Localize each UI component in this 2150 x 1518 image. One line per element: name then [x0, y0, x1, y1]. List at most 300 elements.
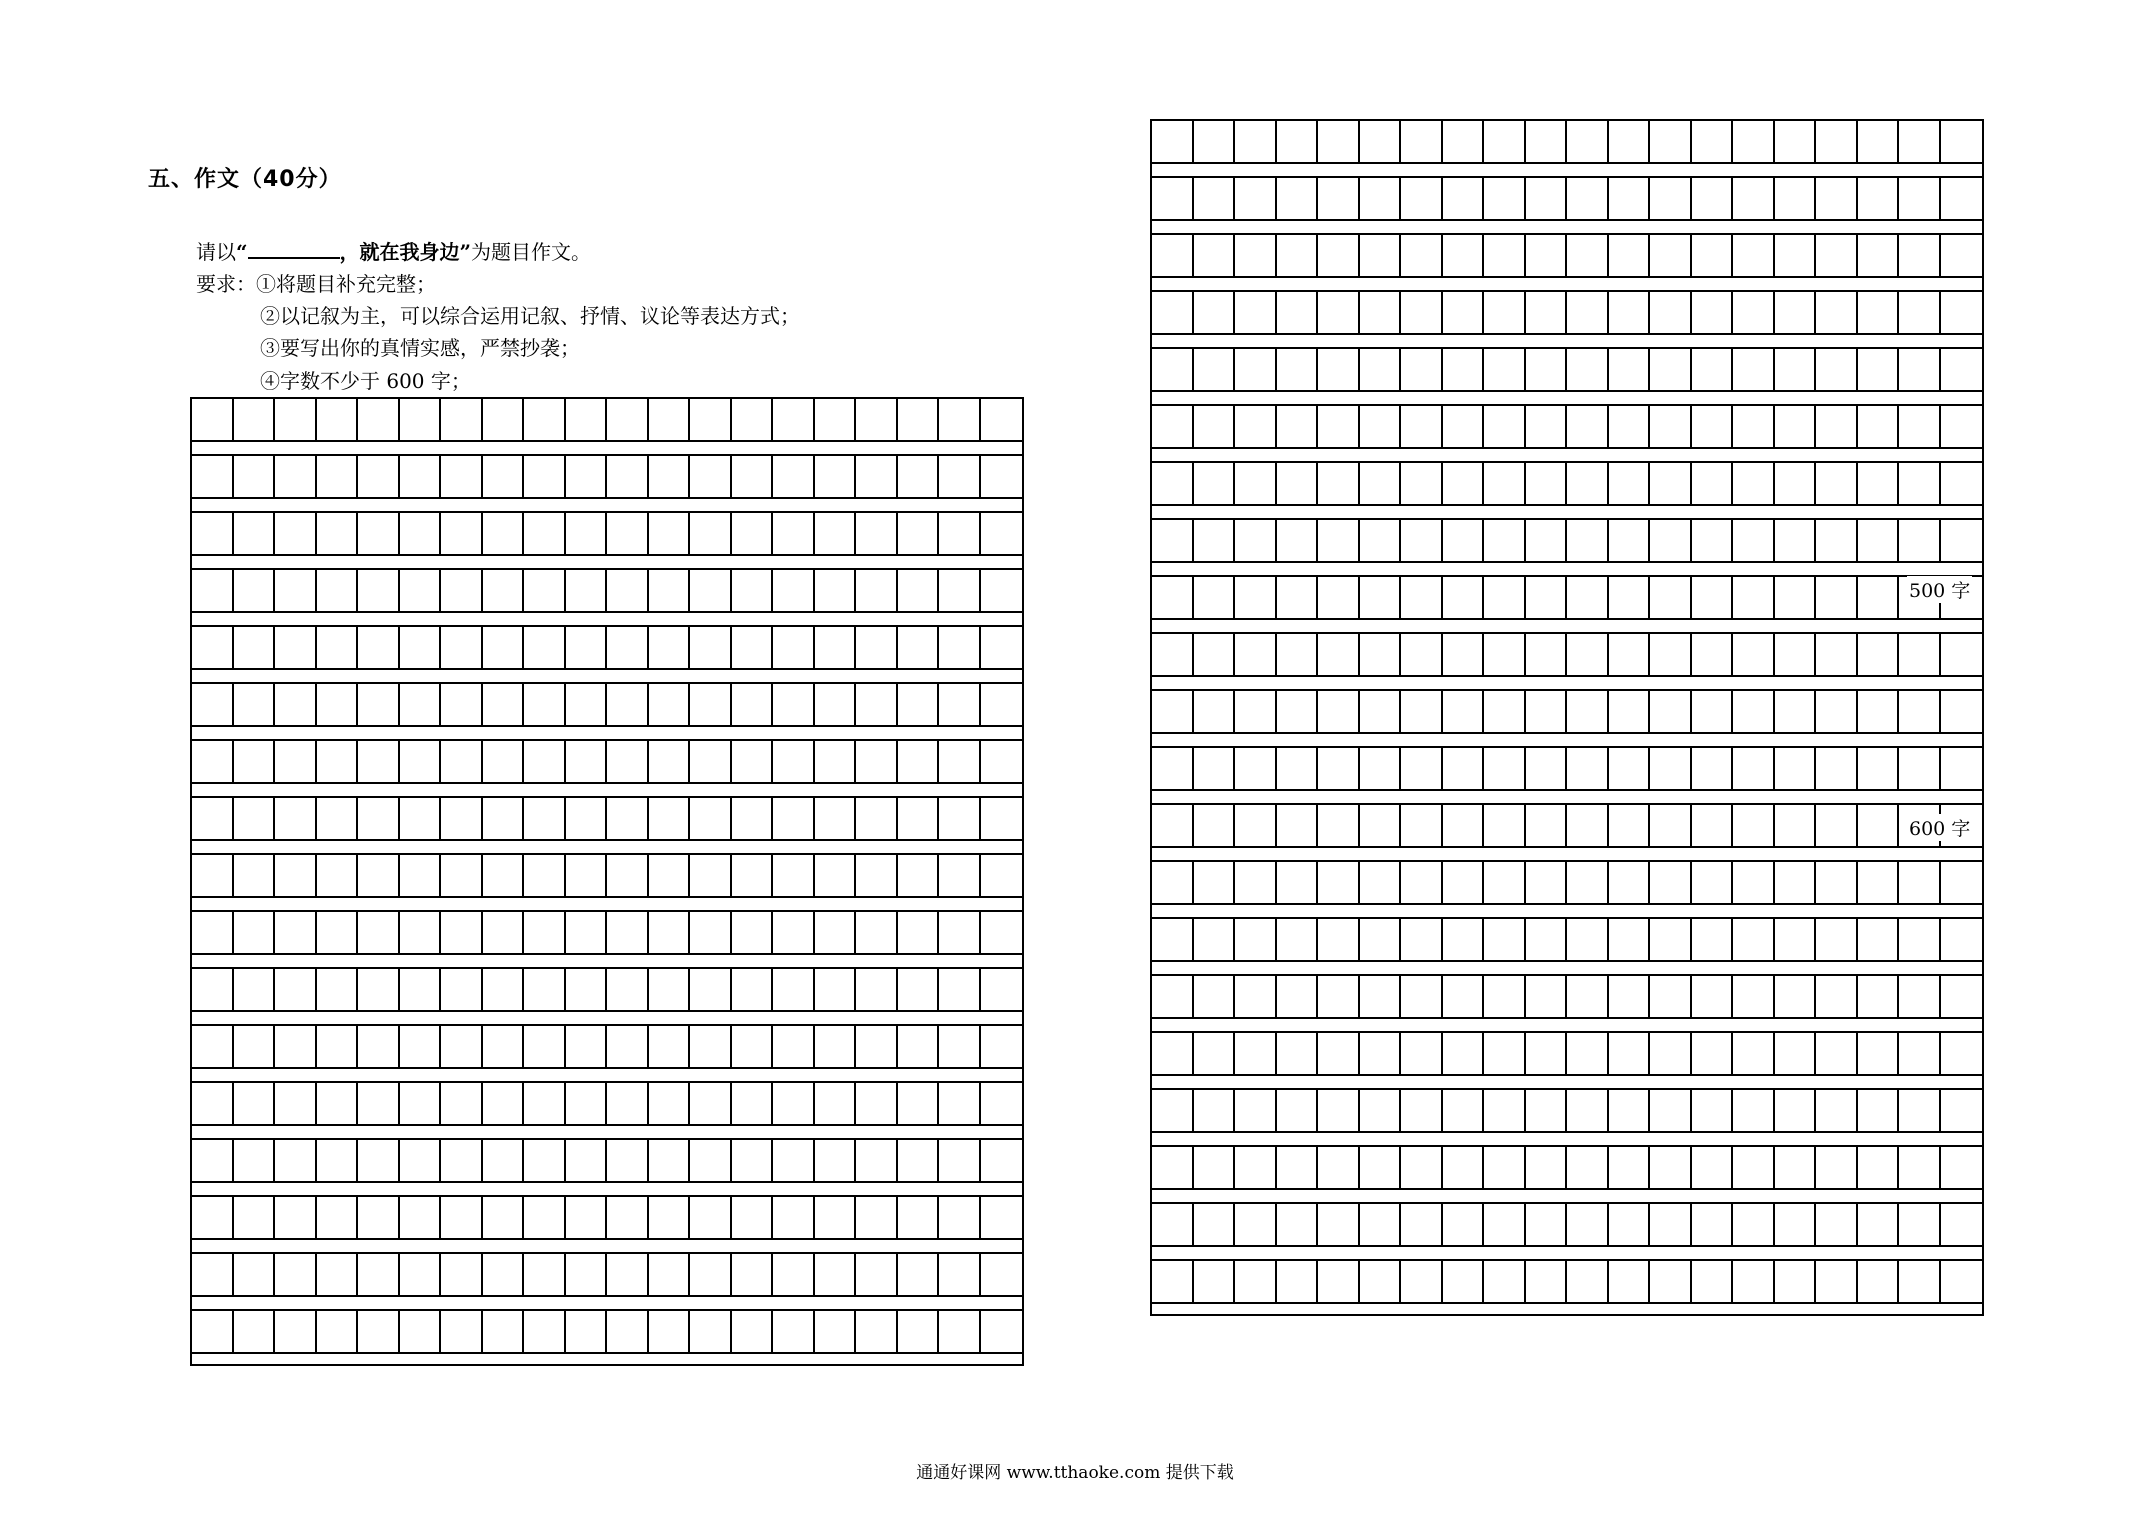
grid-cell[interactable] — [317, 855, 359, 896]
grid-cell[interactable] — [649, 399, 691, 440]
grid-cell[interactable] — [815, 1311, 857, 1352]
grid-cell[interactable] — [607, 513, 649, 554]
grid-cell[interactable] — [192, 1197, 234, 1238]
grid-cell[interactable] — [773, 1311, 815, 1352]
grid-cell[interactable] — [1484, 178, 1526, 219]
grid-cell[interactable] — [234, 741, 276, 782]
grid-cell[interactable] — [275, 855, 317, 896]
grid-cell[interactable] — [317, 399, 359, 440]
grid-cell[interactable] — [1277, 748, 1319, 789]
grid-cell[interactable] — [856, 798, 898, 839]
grid-cell[interactable] — [1484, 634, 1526, 675]
grid-cell[interactable] — [1484, 1147, 1526, 1188]
grid-cell[interactable] — [234, 1254, 276, 1295]
grid-cell[interactable] — [1526, 577, 1568, 618]
grid-cell[interactable] — [981, 570, 1023, 611]
grid-cell[interactable] — [275, 570, 317, 611]
grid-cell[interactable] — [441, 684, 483, 725]
grid-cell[interactable] — [649, 570, 691, 611]
grid-cell[interactable] — [234, 969, 276, 1010]
grid-cell[interactable] — [1401, 1090, 1443, 1131]
grid-cell[interactable] — [1692, 178, 1734, 219]
grid-cell[interactable] — [1152, 235, 1194, 276]
grid-cell[interactable] — [690, 1197, 732, 1238]
grid-cell[interactable] — [1318, 976, 1360, 1017]
grid-cell[interactable] — [1941, 1261, 1983, 1302]
grid-cell[interactable] — [1152, 748, 1194, 789]
grid-cell[interactable] — [358, 627, 400, 668]
grid-cell[interactable] — [1194, 292, 1236, 333]
grid-cell[interactable] — [1318, 805, 1360, 846]
grid-cell[interactable] — [1692, 748, 1734, 789]
grid-cell[interactable] — [898, 855, 940, 896]
grid-cell[interactable] — [1318, 577, 1360, 618]
grid-cell[interactable] — [400, 456, 442, 497]
grid-cell[interactable] — [317, 456, 359, 497]
grid-cell[interactable] — [815, 399, 857, 440]
grid-cell[interactable] — [1692, 349, 1734, 390]
grid-cell[interactable] — [1277, 1204, 1319, 1245]
grid-cell[interactable] — [1733, 634, 1775, 675]
grid-cell[interactable] — [939, 1140, 981, 1181]
grid-cell[interactable] — [1152, 178, 1194, 219]
grid-cell[interactable] — [441, 513, 483, 554]
grid-cell[interactable] — [1443, 1204, 1485, 1245]
grid-cell[interactable] — [1650, 1204, 1692, 1245]
grid-cell[interactable] — [1318, 1090, 1360, 1131]
grid-cell[interactable] — [234, 570, 276, 611]
grid-cell[interactable] — [192, 798, 234, 839]
grid-cell[interactable] — [773, 1083, 815, 1124]
grid-cell[interactable] — [192, 1254, 234, 1295]
grid-cell[interactable] — [524, 969, 566, 1010]
grid-cell[interactable] — [1899, 349, 1941, 390]
grid-cell[interactable] — [1277, 235, 1319, 276]
grid-cell[interactable] — [732, 1254, 774, 1295]
grid-cell[interactable] — [1816, 748, 1858, 789]
grid-cell[interactable] — [1235, 691, 1277, 732]
grid-cell[interactable] — [1567, 235, 1609, 276]
grid-cell[interactable] — [1858, 520, 1900, 561]
grid-cell[interactable] — [1775, 121, 1817, 162]
grid-cell[interactable] — [1941, 691, 1983, 732]
grid-cell[interactable] — [524, 684, 566, 725]
grid-cell[interactable] — [317, 684, 359, 725]
grid-cell[interactable] — [1567, 406, 1609, 447]
grid-cell[interactable] — [1692, 235, 1734, 276]
grid-cell[interactable] — [981, 456, 1023, 497]
grid-cell[interactable] — [1609, 805, 1651, 846]
grid-cell[interactable] — [1567, 805, 1609, 846]
grid-cell[interactable] — [1401, 748, 1443, 789]
grid-cell[interactable] — [1858, 691, 1900, 732]
grid-cell[interactable] — [1733, 1147, 1775, 1188]
grid-cell[interactable] — [1941, 406, 1983, 447]
grid-cell[interactable] — [483, 1311, 525, 1352]
grid-cell[interactable] — [690, 798, 732, 839]
grid-cell[interactable] — [607, 627, 649, 668]
grid-cell[interactable] — [856, 855, 898, 896]
grid-cell[interactable] — [317, 1140, 359, 1181]
grid-cell[interactable] — [1194, 691, 1236, 732]
grid-cell[interactable] — [400, 1197, 442, 1238]
grid-cell[interactable] — [1650, 1147, 1692, 1188]
grid-cell[interactable] — [1526, 691, 1568, 732]
grid-cell[interactable] — [1609, 178, 1651, 219]
grid-cell[interactable] — [690, 1311, 732, 1352]
grid-cell[interactable] — [1609, 634, 1651, 675]
grid-cell[interactable] — [1277, 520, 1319, 561]
grid-cell[interactable] — [1194, 1090, 1236, 1131]
grid-cell[interactable] — [898, 684, 940, 725]
grid-cell[interactable] — [1816, 805, 1858, 846]
grid-cell[interactable] — [1152, 520, 1194, 561]
grid-cell[interactable] — [1277, 577, 1319, 618]
grid-cell[interactable] — [566, 912, 608, 953]
grid-cell[interactable] — [1443, 577, 1485, 618]
grid-cell[interactable] — [317, 1254, 359, 1295]
grid-cell[interactable] — [441, 1197, 483, 1238]
grid-cell[interactable] — [1318, 862, 1360, 903]
grid-cell[interactable] — [773, 1254, 815, 1295]
grid-cell[interactable] — [1609, 520, 1651, 561]
grid-cell[interactable] — [1733, 976, 1775, 1017]
grid-cell[interactable] — [192, 570, 234, 611]
grid-cell[interactable] — [1318, 691, 1360, 732]
grid-cell[interactable] — [1816, 463, 1858, 504]
grid-cell[interactable] — [1816, 121, 1858, 162]
grid-cell[interactable] — [1194, 919, 1236, 960]
grid-cell[interactable] — [441, 1254, 483, 1295]
grid-cell[interactable] — [1277, 1147, 1319, 1188]
grid-cell[interactable] — [234, 1311, 276, 1352]
grid-cell[interactable] — [1401, 1204, 1443, 1245]
grid-cell[interactable] — [1899, 691, 1941, 732]
grid-cell[interactable] — [1567, 121, 1609, 162]
grid-cell[interactable] — [1775, 577, 1817, 618]
grid-cell[interactable] — [566, 1254, 608, 1295]
grid-cell[interactable] — [1858, 406, 1900, 447]
grid-cell[interactable] — [192, 456, 234, 497]
grid-cell[interactable] — [1692, 1261, 1734, 1302]
grid-cell[interactable] — [1692, 1147, 1734, 1188]
grid-cell[interactable] — [607, 1197, 649, 1238]
grid-cell[interactable] — [1858, 178, 1900, 219]
grid-cell[interactable] — [1484, 520, 1526, 561]
grid-cell[interactable] — [1360, 292, 1402, 333]
grid-cell[interactable] — [1692, 406, 1734, 447]
grid-cell[interactable] — [1858, 577, 1900, 618]
grid-cell[interactable] — [1609, 1261, 1651, 1302]
grid-cell[interactable] — [1152, 292, 1194, 333]
grid-cell[interactable] — [1858, 1204, 1900, 1245]
grid-cell[interactable] — [981, 399, 1023, 440]
grid-cell[interactable] — [1360, 805, 1402, 846]
grid-cell[interactable] — [1899, 862, 1941, 903]
grid-cell[interactable] — [1650, 577, 1692, 618]
grid-cell[interactable] — [566, 1026, 608, 1067]
grid-cell[interactable] — [1858, 862, 1900, 903]
grid-cell[interactable] — [192, 1026, 234, 1067]
grid-cell[interactable] — [1526, 349, 1568, 390]
grid-cell[interactable] — [1733, 1033, 1775, 1074]
grid-cell[interactable] — [1277, 178, 1319, 219]
grid-cell[interactable] — [1650, 121, 1692, 162]
grid-cell[interactable] — [1567, 862, 1609, 903]
grid-cell[interactable] — [1152, 976, 1194, 1017]
grid-cell[interactable] — [441, 1026, 483, 1067]
grid-cell[interactable] — [358, 1197, 400, 1238]
grid-cell[interactable] — [981, 1311, 1023, 1352]
grid-cell[interactable] — [1484, 1033, 1526, 1074]
grid-cell[interactable] — [1775, 235, 1817, 276]
grid-cell[interactable] — [1650, 463, 1692, 504]
grid-cell[interactable] — [1941, 178, 1983, 219]
grid-cell[interactable] — [1567, 1261, 1609, 1302]
grid-cell[interactable] — [358, 1140, 400, 1181]
grid-cell[interactable] — [275, 513, 317, 554]
grid-cell[interactable] — [815, 456, 857, 497]
grid-cell[interactable] — [1318, 121, 1360, 162]
grid-cell[interactable] — [1858, 1261, 1900, 1302]
grid-cell[interactable] — [1484, 349, 1526, 390]
grid-cell[interactable] — [732, 456, 774, 497]
grid-cell[interactable] — [1194, 520, 1236, 561]
grid-cell[interactable] — [1816, 520, 1858, 561]
grid-cell[interactable] — [275, 627, 317, 668]
grid-cell[interactable] — [483, 969, 525, 1010]
grid-cell[interactable] — [607, 969, 649, 1010]
grid-cell[interactable] — [1816, 1261, 1858, 1302]
grid-cell[interactable] — [1152, 805, 1194, 846]
grid-cell[interactable] — [524, 513, 566, 554]
grid-cell[interactable] — [1484, 805, 1526, 846]
grid-cell[interactable] — [192, 1083, 234, 1124]
grid-cell[interactable] — [358, 570, 400, 611]
grid-cell[interactable] — [1235, 463, 1277, 504]
grid-cell[interactable] — [1733, 691, 1775, 732]
grid-cell[interactable] — [400, 1254, 442, 1295]
grid-cell[interactable] — [1733, 1090, 1775, 1131]
grid-cell[interactable] — [483, 1140, 525, 1181]
grid-cell[interactable] — [607, 684, 649, 725]
grid-cell[interactable] — [1858, 634, 1900, 675]
grid-cell[interactable] — [1899, 919, 1941, 960]
grid-cell[interactable] — [1733, 919, 1775, 960]
grid-cell[interactable] — [1484, 748, 1526, 789]
grid-cell[interactable] — [1194, 976, 1236, 1017]
grid-cell[interactable] — [690, 570, 732, 611]
grid-cell[interactable] — [1360, 919, 1402, 960]
grid-cell[interactable] — [1235, 1090, 1277, 1131]
grid-cell[interactable] — [524, 456, 566, 497]
grid-cell[interactable] — [524, 399, 566, 440]
grid-cell[interactable] — [1609, 1090, 1651, 1131]
grid-cell[interactable] — [1526, 1033, 1568, 1074]
grid-cell[interactable] — [441, 1311, 483, 1352]
grid-cell[interactable] — [317, 627, 359, 668]
grid-cell[interactable] — [1733, 292, 1775, 333]
grid-cell[interactable] — [607, 1311, 649, 1352]
grid-cell[interactable] — [1775, 691, 1817, 732]
grid-cell[interactable] — [1692, 1090, 1734, 1131]
grid-cell[interactable] — [939, 1026, 981, 1067]
grid-cell[interactable] — [1941, 862, 1983, 903]
grid-cell[interactable] — [981, 1140, 1023, 1181]
grid-cell[interactable] — [856, 741, 898, 782]
grid-cell[interactable] — [856, 684, 898, 725]
grid-cell[interactable] — [1650, 1033, 1692, 1074]
grid-cell[interactable] — [1401, 235, 1443, 276]
grid-cell[interactable] — [1401, 1033, 1443, 1074]
grid-cell[interactable] — [566, 513, 608, 554]
grid-cell[interactable] — [690, 684, 732, 725]
grid-cell[interactable] — [1858, 121, 1900, 162]
grid-cell[interactable] — [856, 399, 898, 440]
grid-cell[interactable] — [483, 741, 525, 782]
grid-cell[interactable] — [1360, 1090, 1402, 1131]
grid-cell[interactable] — [234, 1140, 276, 1181]
grid-cell[interactable] — [1235, 805, 1277, 846]
grid-cell[interactable] — [1360, 520, 1402, 561]
grid-cell[interactable] — [1733, 349, 1775, 390]
grid-cell[interactable] — [1567, 919, 1609, 960]
grid-cell[interactable] — [649, 1140, 691, 1181]
grid-cell[interactable] — [1775, 1204, 1817, 1245]
grid-cell[interactable] — [1816, 1090, 1858, 1131]
grid-cell[interactable] — [317, 1197, 359, 1238]
grid-cell[interactable] — [1816, 1204, 1858, 1245]
grid-cell[interactable] — [1567, 178, 1609, 219]
grid-cell[interactable] — [815, 570, 857, 611]
grid-cell[interactable] — [981, 684, 1023, 725]
grid-cell[interactable] — [607, 855, 649, 896]
grid-cell[interactable] — [358, 798, 400, 839]
grid-cell[interactable] — [441, 798, 483, 839]
grid-cell[interactable] — [815, 855, 857, 896]
grid-cell[interactable] — [441, 627, 483, 668]
grid-cell[interactable] — [1194, 1033, 1236, 1074]
grid-cell[interactable] — [981, 741, 1023, 782]
grid-cell[interactable] — [1692, 1033, 1734, 1074]
grid-cell[interactable] — [1858, 292, 1900, 333]
grid-cell[interactable] — [441, 1083, 483, 1124]
grid-cell[interactable] — [192, 627, 234, 668]
grid-cell[interactable] — [1941, 919, 1983, 960]
grid-cell[interactable] — [1692, 520, 1734, 561]
grid-cell[interactable] — [358, 855, 400, 896]
grid-cell[interactable] — [732, 399, 774, 440]
grid-cell[interactable] — [1567, 520, 1609, 561]
grid-cell[interactable] — [1152, 577, 1194, 618]
grid-cell[interactable] — [1235, 1204, 1277, 1245]
grid-cell[interactable] — [1318, 919, 1360, 960]
grid-cell[interactable] — [773, 1197, 815, 1238]
grid-cell[interactable] — [483, 399, 525, 440]
grid-cell[interactable] — [1816, 349, 1858, 390]
grid-cell[interactable] — [649, 513, 691, 554]
grid-cell[interactable] — [1941, 1090, 1983, 1131]
grid-cell[interactable] — [1443, 121, 1485, 162]
grid-cell[interactable] — [358, 1026, 400, 1067]
grid-cell[interactable] — [275, 969, 317, 1010]
grid-cell[interactable] — [1277, 463, 1319, 504]
grid-cell[interactable] — [483, 798, 525, 839]
grid-cell[interactable] — [1609, 235, 1651, 276]
grid-cell[interactable] — [1443, 520, 1485, 561]
grid-cell[interactable] — [1318, 463, 1360, 504]
grid-cell[interactable] — [441, 969, 483, 1010]
grid-cell[interactable] — [898, 1254, 940, 1295]
grid-cell[interactable] — [566, 684, 608, 725]
grid-cell[interactable] — [1609, 349, 1651, 390]
grid-cell[interactable] — [856, 969, 898, 1010]
grid-cell[interactable] — [192, 969, 234, 1010]
grid-cell[interactable] — [1650, 1090, 1692, 1131]
grid-cell[interactable] — [1401, 805, 1443, 846]
grid-cell[interactable] — [690, 1026, 732, 1067]
grid-cell[interactable] — [1235, 976, 1277, 1017]
grid-cell[interactable] — [898, 1197, 940, 1238]
grid-cell[interactable] — [1484, 235, 1526, 276]
grid-cell[interactable] — [607, 456, 649, 497]
grid-cell[interactable] — [1941, 349, 1983, 390]
grid-cell[interactable] — [524, 1311, 566, 1352]
grid-cell[interactable] — [1443, 1261, 1485, 1302]
grid-cell[interactable] — [1360, 178, 1402, 219]
grid-cell[interactable] — [1443, 463, 1485, 504]
grid-cell[interactable] — [1941, 1033, 1983, 1074]
grid-cell[interactable] — [1775, 862, 1817, 903]
grid-cell[interactable] — [690, 912, 732, 953]
grid-cell[interactable] — [1775, 1090, 1817, 1131]
grid-cell[interactable] — [1816, 235, 1858, 276]
grid-cell[interactable] — [1235, 1261, 1277, 1302]
grid-cell[interactable] — [1526, 1261, 1568, 1302]
grid-cell[interactable] — [441, 741, 483, 782]
grid-cell[interactable] — [607, 1026, 649, 1067]
grid-cell[interactable] — [566, 570, 608, 611]
grid-cell[interactable] — [1318, 292, 1360, 333]
grid-cell[interactable] — [732, 1026, 774, 1067]
grid-cell[interactable] — [234, 1083, 276, 1124]
grid-cell[interactable] — [690, 855, 732, 896]
grid-cell[interactable] — [1318, 634, 1360, 675]
grid-cell[interactable] — [939, 798, 981, 839]
grid-cell[interactable] — [1194, 349, 1236, 390]
grid-cell[interactable] — [649, 969, 691, 1010]
grid-cell[interactable] — [1899, 406, 1941, 447]
grid-cell[interactable] — [1277, 862, 1319, 903]
grid-cell[interactable] — [649, 798, 691, 839]
grid-cell[interactable] — [1858, 1090, 1900, 1131]
grid-cell[interactable] — [1443, 1147, 1485, 1188]
grid-cell[interactable] — [1484, 1261, 1526, 1302]
grid-cell[interactable] — [400, 1140, 442, 1181]
grid-cell[interactable] — [690, 1083, 732, 1124]
grid-cell[interactable] — [1733, 862, 1775, 903]
grid-cell[interactable] — [1235, 634, 1277, 675]
grid-cell[interactable] — [1235, 178, 1277, 219]
grid-cell[interactable] — [1567, 976, 1609, 1017]
grid-cell[interactable] — [275, 1197, 317, 1238]
grid-cell[interactable] — [566, 741, 608, 782]
grid-cell[interactable] — [1609, 1147, 1651, 1188]
grid-cell[interactable] — [1194, 121, 1236, 162]
grid-cell[interactable] — [1733, 178, 1775, 219]
grid-cell[interactable] — [981, 513, 1023, 554]
grid-cell[interactable] — [400, 513, 442, 554]
